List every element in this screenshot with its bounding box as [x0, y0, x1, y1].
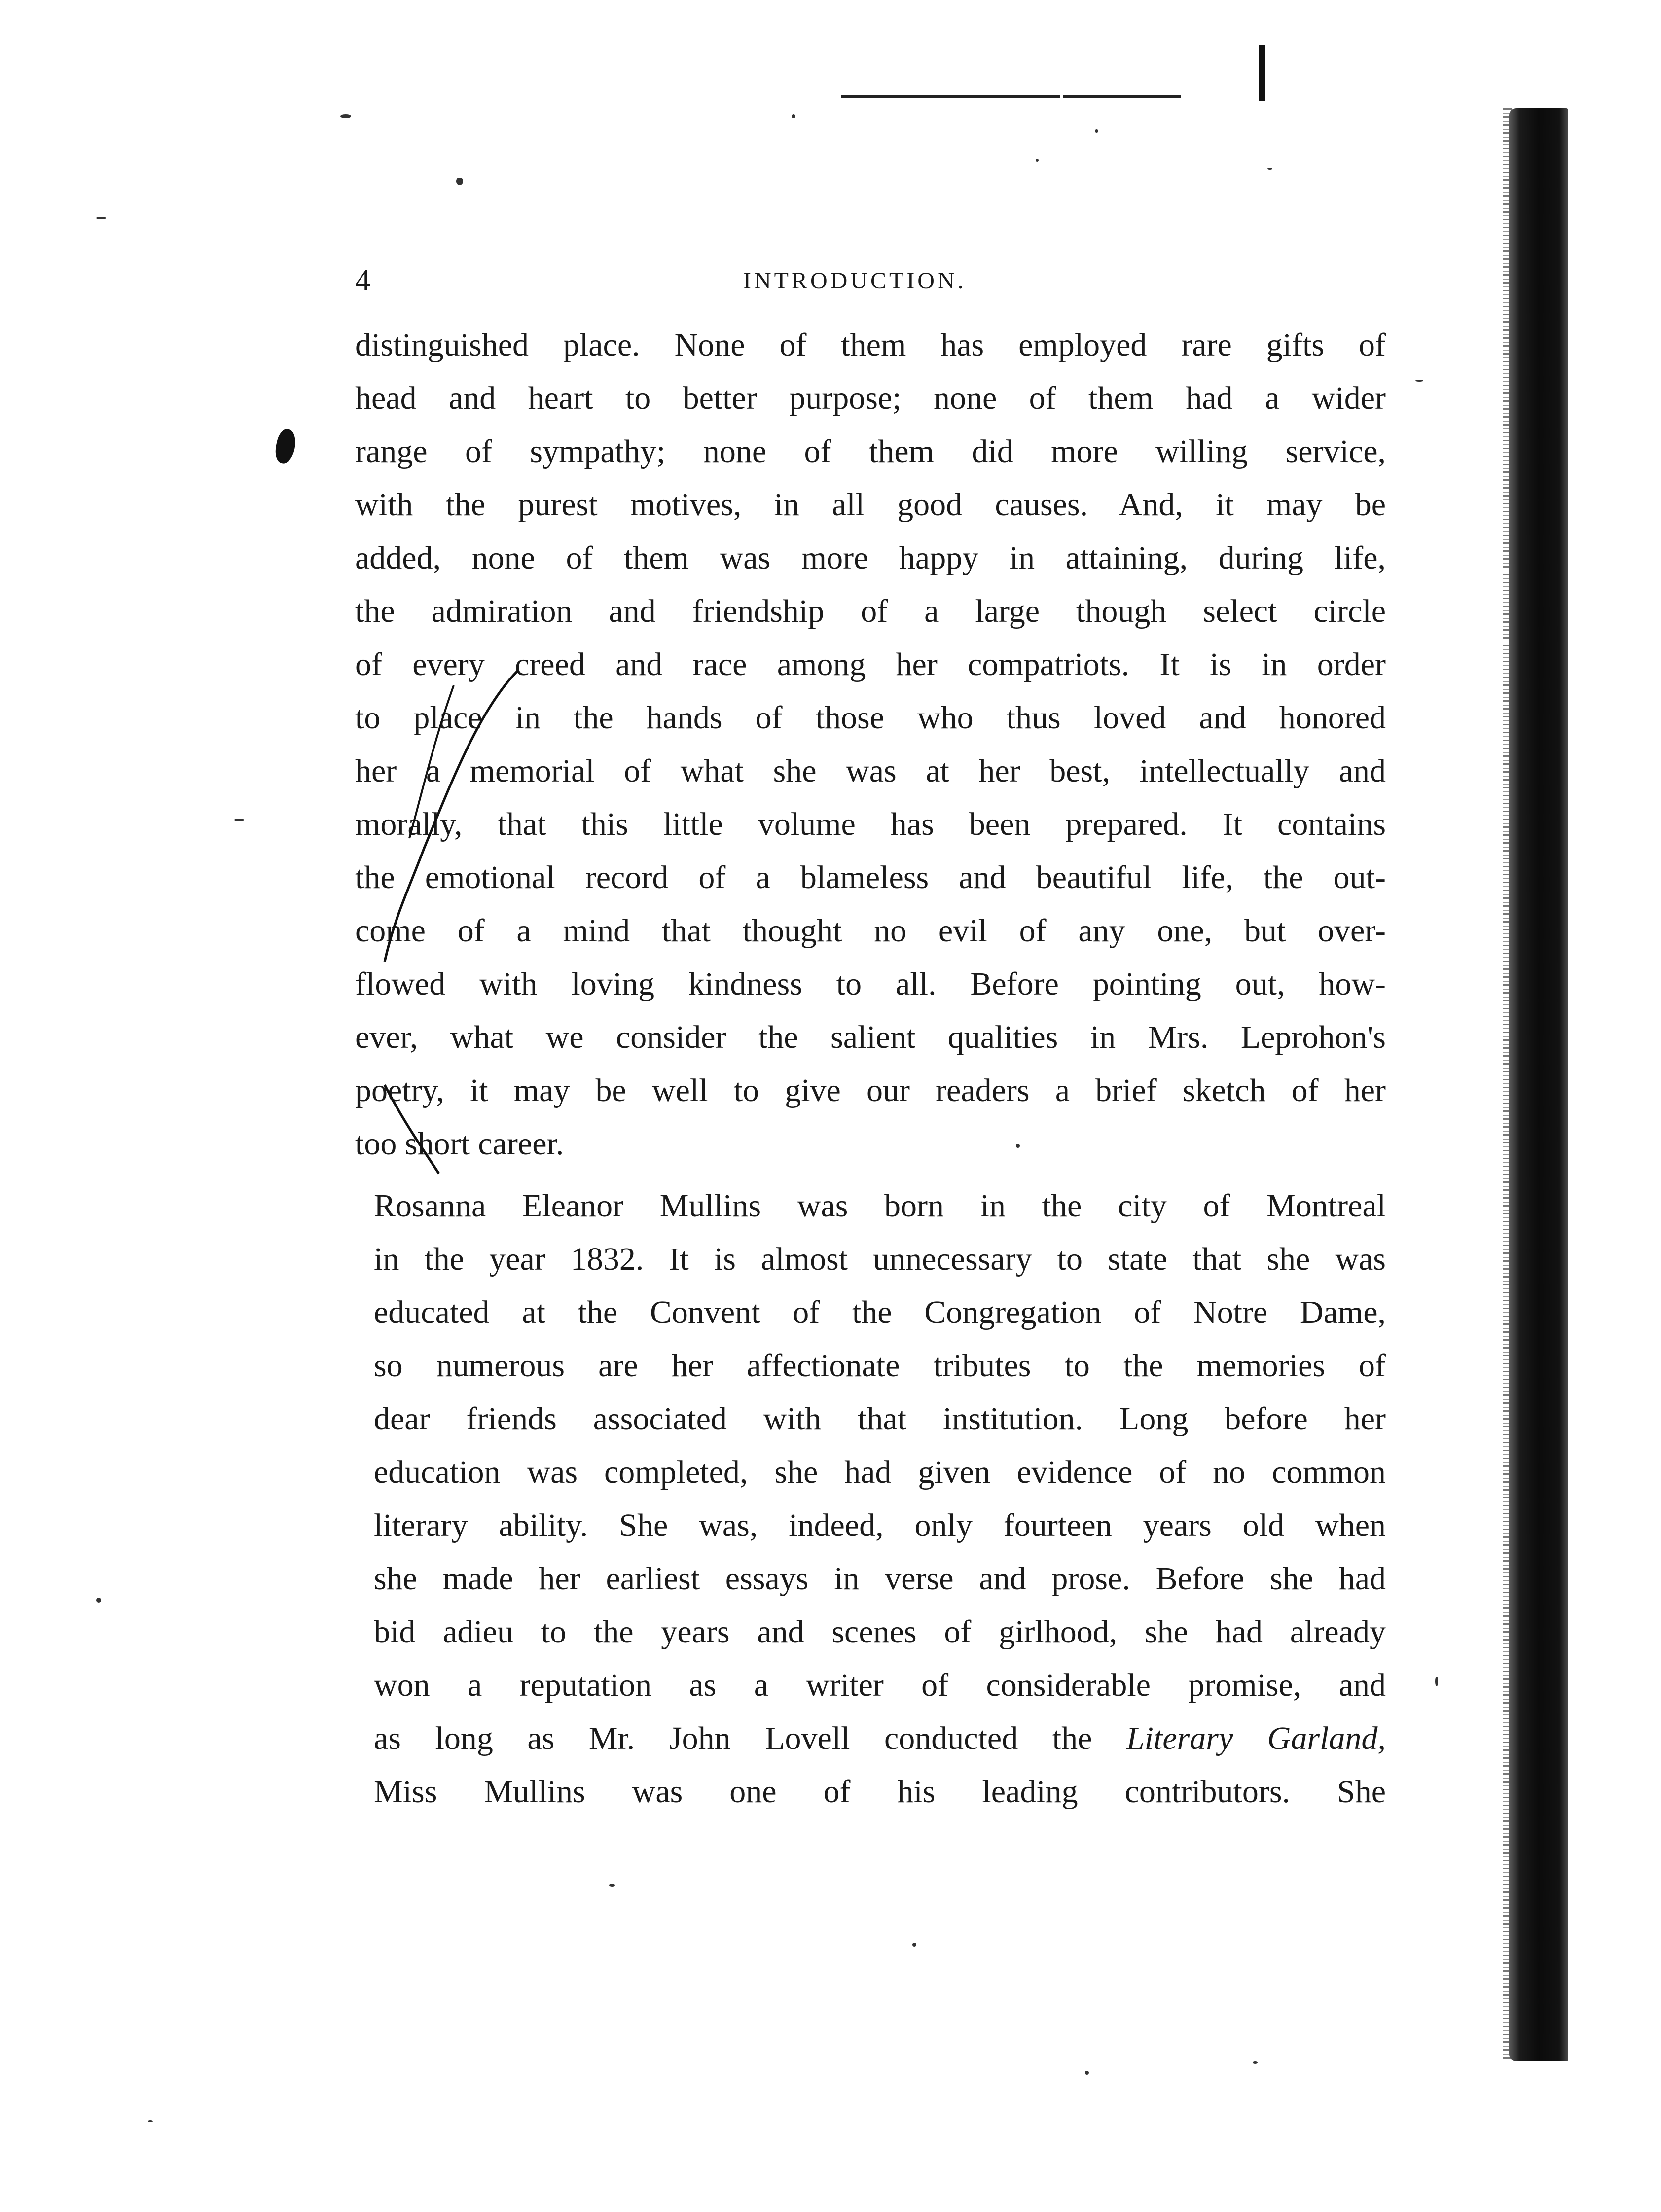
text-line: literary ability. She was, indeed, only fourteen years old when — [374, 1507, 1386, 1543]
text-line: added, none of them was more happy in attaining, during life, — [355, 540, 1386, 576]
ink-blot — [273, 428, 298, 465]
top-tick-mark — [1259, 45, 1265, 101]
body-text — [355, 319, 1386, 1819]
page-header-title: INTRODUCTION. — [743, 268, 967, 294]
speck — [1095, 129, 1098, 133]
running-head — [355, 256, 1470, 301]
text-line: she made her earliest essays in verse and prose. Before she had — [374, 1561, 1386, 1597]
text-line: to place in the hands of those who thus loved and honored — [355, 700, 1386, 736]
book-binding-edge — [1509, 108, 1568, 2061]
speck — [792, 114, 795, 118]
text-line: with the purest motives, in all good causes. And, it may be — [355, 487, 1386, 523]
text-line: morally, that this little volume has been prepared. It contains — [355, 806, 1386, 842]
text-line: flowed with loving kindness to all. Before pointing out, how- — [355, 966, 1386, 1002]
text-line: too short career. — [355, 1126, 564, 1162]
text-line: head and heart to better purpose; none of them had a wider — [355, 380, 1386, 416]
speck — [234, 819, 244, 821]
text-line: ever, what we consider the salient qualities in Mrs. Leprohon's — [355, 1019, 1386, 1055]
text-line: range of sympathy; none of them did more willing service, — [355, 433, 1386, 469]
text-line: Miss Mullins was one of his leading contributors. She — [374, 1774, 1386, 1810]
text-line: so numerous are her affectionate tributes to the memories of — [374, 1348, 1386, 1384]
speck — [456, 178, 463, 185]
speck — [1267, 168, 1272, 170]
text-line — [374, 1712, 1386, 1765]
text-line: Rosanna Eleanor Mullins was born in the city of Montreal — [374, 1188, 1386, 1224]
speck — [1435, 1677, 1438, 1686]
text-line: in the year 1832. It is almost unnecessary to state that she was — [374, 1241, 1386, 1277]
speck — [1253, 2061, 1258, 2064]
speck — [1415, 380, 1423, 382]
text-line: distinguished place. None of them has employed rare gifts of — [355, 327, 1386, 363]
text-line: dear friends associated with that institution. Long before her — [374, 1401, 1386, 1437]
speck — [340, 114, 351, 118]
text-line: come of a mind that thought no evil of any one, but over- — [355, 913, 1386, 949]
top-decorative-rule — [841, 95, 1060, 98]
text-segment: as long as Mr. John Lovell conducted the — [374, 1720, 1126, 1756]
paragraph — [355, 1179, 1386, 1819]
text-line: the emotional record of a blameless and beautiful life, the out- — [355, 859, 1386, 895]
speck — [1036, 159, 1039, 162]
speck — [609, 1884, 615, 1887]
speck — [96, 217, 106, 219]
text-line: educated at the Convent of the Congregation of Notre Dame, — [374, 1294, 1386, 1330]
text-line: won a reputation as a writer of considerable promise, and — [374, 1667, 1386, 1703]
speck — [912, 1943, 916, 1947]
top-decorative-rule — [1063, 95, 1181, 98]
speck — [96, 1598, 101, 1603]
text-line: education was completed, she had given evidence of no common — [374, 1454, 1386, 1490]
text-line: her a memorial of what she was at her best, intellectually and — [355, 753, 1386, 789]
text-line: of every creed and race among her compatriots. It is in order — [355, 646, 1386, 682]
page-number: 4 — [355, 264, 370, 297]
speck — [148, 2120, 153, 2122]
speck — [1085, 2071, 1089, 2075]
paragraph — [355, 319, 1386, 1171]
text-line: bid adieu to the years and scenes of girlhood, she had already — [374, 1614, 1386, 1650]
text-line: the admiration and friendship of a large though select circle — [355, 593, 1386, 629]
italic-title: Literary Garland, — [1126, 1720, 1386, 1756]
text-line: poetry, it may be well to give our readers a brief sketch of her — [355, 1072, 1386, 1108]
